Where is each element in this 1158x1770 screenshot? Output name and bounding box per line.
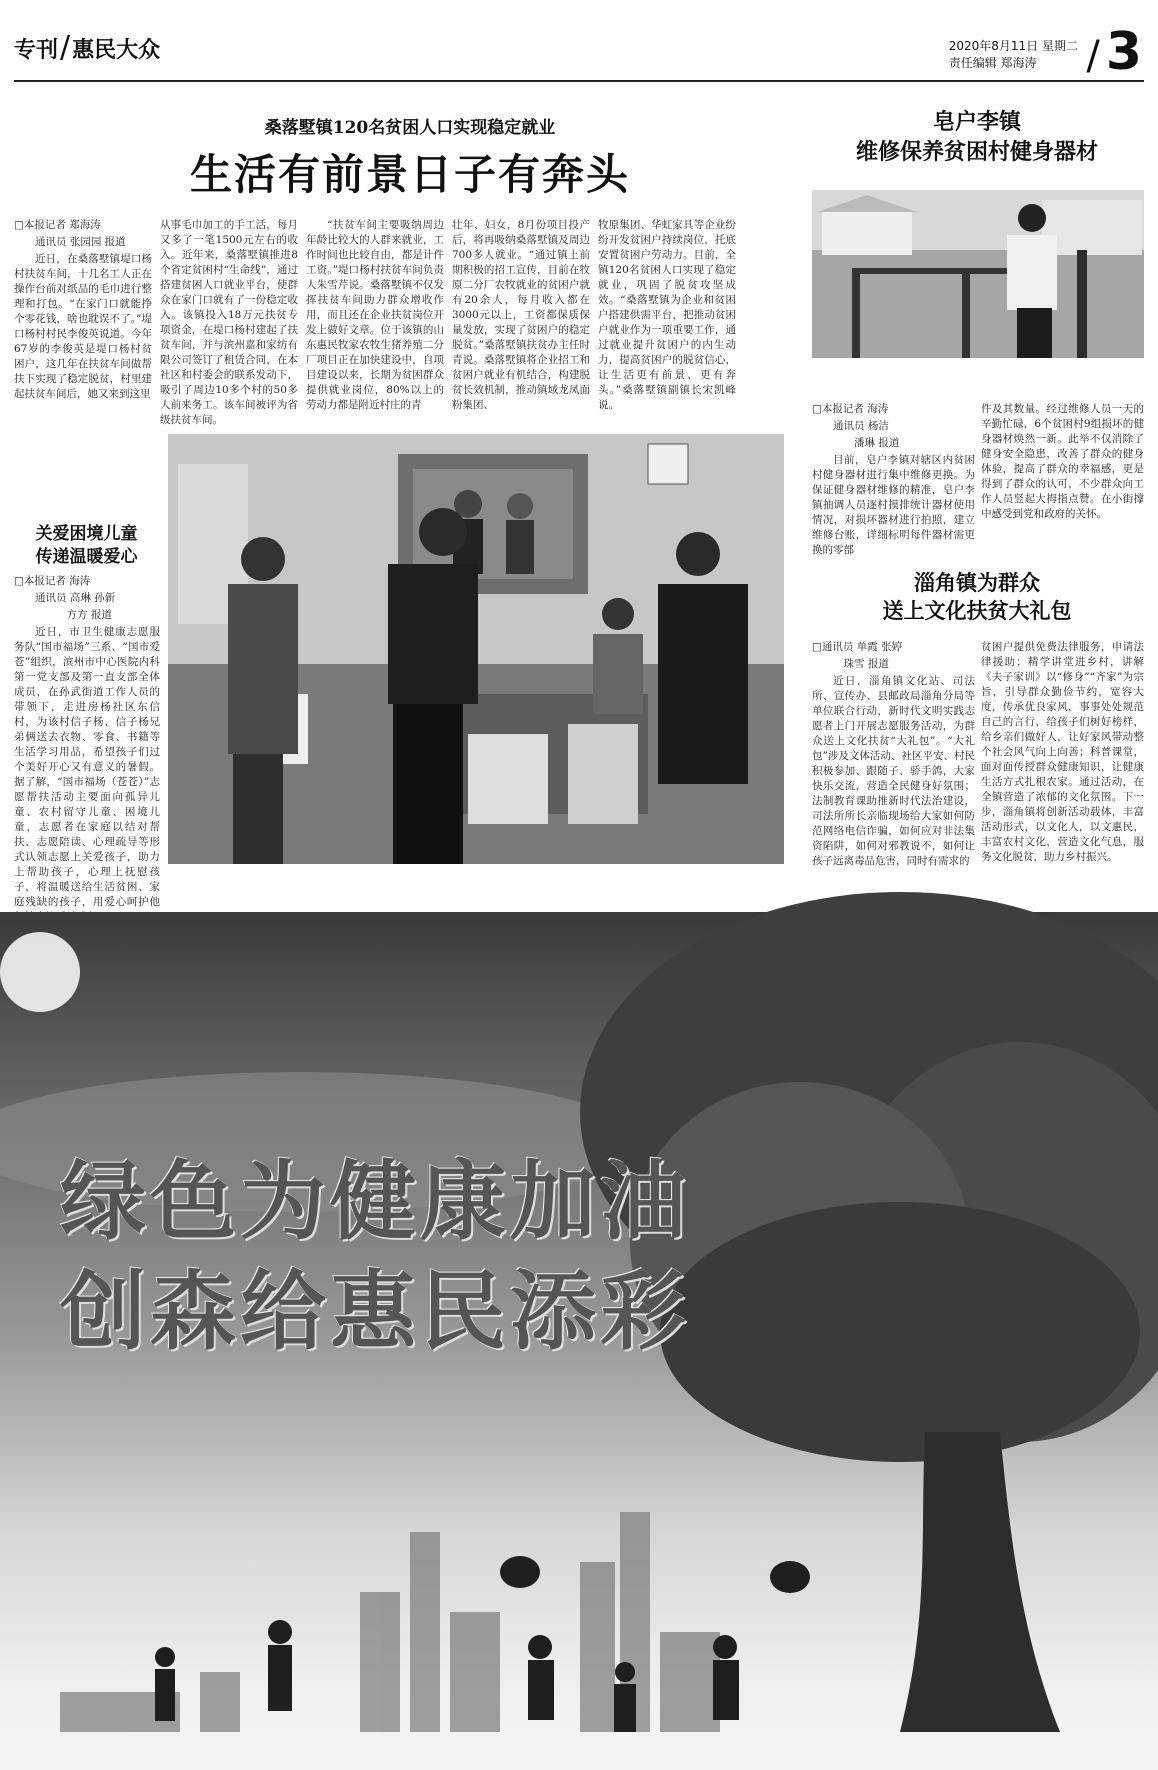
lead-column-2	[160, 218, 298, 426]
sidebar-top-column-2	[981, 402, 1144, 524]
sidebar-left-byline-3: 方方 报道	[66, 609, 112, 621]
sidebar-right-paragraph: 贫困户提供免费法律服务，申请法律援助；精学讲堂进乡村，讲解《夫子家训》以“修身”“齐家”为宗旨，引导群众勤俭节约，宽容大度，传承优良家风，事事处处规范自己的言行，给孩子们树好榜样，给乡亲们做好人，让好家风带动整个社会风气向上向善；科普课堂，面对面传授群众健康知识，让健康生活方式扎根农家。通过活动，在全镇营造了浓郁的文化氛围。下一步，淄角镇将创新活动载体，丰富活动形式，以文化人，以文惠民，丰富农村文化，营造文化气息，服务文化脱贫，助力乡村振兴。	[981, 641, 1144, 863]
main-photo	[168, 434, 784, 864]
sidebar-top-headline-line2: 维修保养贫困村健身器材	[855, 138, 1098, 165]
sidebar-top-byline-3: 潘琳 报道	[854, 437, 900, 449]
header-meta	[949, 38, 1078, 72]
date-line: 2020年8月11日 星期二	[948, 39, 1078, 53]
sidebar-left-headline-line1: 关爱困境儿童	[35, 524, 138, 544]
page-number	[1086, 22, 1142, 82]
sidebar-right-column-1	[812, 640, 975, 866]
lead-paragraph: 近日，在桑落墅镇堤口杨村扶贫车间，十几名工人正在操作台前对纸品的毛巾进行整理和打包。“在家门口就能挣个零花钱，啥也耽误不了。”堤口杨村村民李俊英说道。今年67岁的李俊英是堤口杨村贫困户，这几年在扶贫车间做帮扶下实现了稳定脱贫，村里建起扶贫车间后，她又来到这里	[14, 253, 152, 400]
sidebar-right-headline-line1: 淄角镇为群众	[914, 570, 1040, 595]
sidebar-right-byline-2: 珠雪 报道	[843, 658, 889, 670]
lead-byline-1: □本报记者 郑海涛	[14, 219, 101, 231]
header-rule	[14, 80, 1144, 82]
lead-byline-2: 通讯员 张园园 报道	[35, 236, 126, 248]
main-photo-image	[168, 434, 784, 864]
lead-kicker: 桑落墅镇120名贫困人口实现稳定就业	[264, 118, 556, 138]
sidebar-right-byline-1: □通讯员 单霞 张婷	[812, 641, 903, 653]
sidebar-top-column-1	[812, 402, 975, 556]
banner-title-line2: 创森给惠民添彩	[60, 1261, 690, 1362]
lead-paragraph: 从事毛巾加工的手工活，每月又多了一笔1500元左右的收入。近年来，桑落墅镇推进8个省定贫困村“生命线”，通过搭建贫困人口就业平台，使群众在家门口就有了一份稳定收入。该镇投入18万元扶贫专项资金，在堤口杨村建起了扶贫车间，并与滨州嘉和家纺有限公司签订了租赁合同，在本社区和村委会的联系发动下，吸引了周边10多个村的50多人前来务工。该车间被评为省级扶贫车间。	[160, 219, 298, 426]
sidebar-top-headline-line1: 皂户李镇	[932, 109, 1021, 135]
sidebar-left-byline-1: □本报记者 海涛	[14, 575, 91, 587]
sidebar-left-paragraph: 近日，市卫生健康志愿服务队“国市福场”三系、“国市爱苍”组织，滨州市中心医院内科第一党支部及第一直支部全体成员，在孙武街道工作人员的带领下，走进房杨社区东信村，为该村信子杨、信子杨兄弟俩送去衣物、零食、书籍等生活学习用品，希望孩子们过个美好开心又有意义的暑假。据了解，“国市福场（苍苍）”志愿帮扶活动主要面向孤异儿童、农村留守儿童、困境儿童，志愿者在家庭以结对帮扶、志愿陪读、心理疏导等形式认领志愿上关爱孩子，助力上帮助孩子，心理上抚慰孩子，将温暖送给生活贫困、家庭残缺的孩子，用爱心呵护他	[14, 626, 160, 908]
banner-illustration	[0, 912, 1158, 1770]
banner-title-line1: 绿色为健康加油	[60, 1151, 690, 1252]
sidebar-top-byline-2: 通讯员 杨洁	[833, 420, 889, 432]
sidebar-left-headline	[14, 523, 159, 569]
sidebar-right-headline-line2: 送上文化扶贫大礼包	[882, 598, 1072, 624]
lead-headline: 生活有前景日子有奔头	[189, 150, 630, 199]
fitness-photo	[812, 190, 1144, 358]
lead-paragraph: 牧原集团、华虹家具等企业纷纷开发贫困户持续岗位，托底安置贫困户劳动力。目前，全镇120名贫困人口实现了稳定就业，巩固了脱贫攻坚成效。“桑落墅镇为企业和贫困户搭建供需平台，把推动贫困户就业作为一项重要工作，通过就业提升贫困户的内生动力，提高贫困户的脱贫信心，让生活更有前景、更有奔头。”桑落墅镇副镇长宋凯峰说。	[598, 219, 736, 411]
section-name: 专刊	[14, 38, 59, 63]
section-header	[14, 30, 160, 65]
sidebar-left-byline-2: 通讯员 高琳 孙新	[35, 592, 116, 604]
sidebar-right-paragraph: 近日，淄角镇文化站、司法所、宣传办、县邮政局淄角分局等单位联合行动，新时代文明实践志愿者上门开展志愿服务活动，为群众送上文化扶贫“大礼包”。“大礼包”涉及文体活动、社区平安、村民积极参加、跟随子、骄手鸽，大家快乐交流，营造全民健身好氛围；法制教育课助推新时代法治建设，司法所所长亲临现场给大家如何防范网络电信诈骗，如何应对非法集资陷阱，如何对邪教说不，如何让孩子远离毒品危害，同时有需求的	[812, 675, 975, 867]
sidebar-top-byline-1: □本报记者 海涛	[812, 403, 889, 415]
lead-paragraph: 壮年、妇女，8月份项目投产后，将再吸纳桑落墅镇及周边700多人就业。“通过镇上前期积极的招工宣传，目前在牧原二分厂农牧就业的贫困户就有20余人，每月收入都在3000元以上，工资都保质保量发放，实现了贫困户的稳定脱贫。”桑落墅镇扶贫办主任时青说。桑落墅镇将企业招工和贫困户就业有机结合，构建脱贫长效机制，推动镇域龙凤面粉集团、	[452, 219, 590, 411]
sidebar-left-headline-line2: 传递温暖爱心	[35, 546, 138, 567]
editor-line: 责任编辑 郑海涛	[948, 56, 1037, 70]
sidebar-right-column-2	[981, 640, 1144, 866]
lead-column-3	[306, 218, 444, 411]
fitness-photo-image	[812, 190, 1144, 358]
sidebar-right-headline	[810, 569, 1144, 626]
sidebar-top-paragraph: 目前，皂户李镇对辖区内贫困村健身器材进行集中维修更换。为保证健身器材维修的精准，皂户李镇抽调人员逐村摸排统计器材使用情况，对损坏器材进行拍照，建立维修台账，详细标明每件器材需更换的零部	[812, 454, 975, 556]
lead-column-5	[598, 218, 736, 411]
sidebar-left-body	[14, 574, 160, 908]
header-slash: /	[60, 30, 71, 65]
sidebar-top-headline	[810, 108, 1144, 167]
sidebar-top-paragraph: 件及其数量。经过维修人员一天的辛勤忙碌，6个贫困村9组损坏的健身器材焕然一新。此举不仅消除了健身安全隐患，改善了群众的健身体验，提高了群众的幸福感，更是得到了群众的认可，不少群众向工作人员竖起大拇指点赞。在小街撑中感受到党和政府的关怀。	[981, 403, 1144, 520]
page-number-value: 3	[1105, 22, 1142, 82]
lead-column-1	[14, 218, 152, 403]
column-name: 惠民大众	[72, 38, 161, 63]
page-slash: /	[1086, 33, 1100, 79]
lead-paragraph: “扶贫车间主要吸纳周边年龄比较大的人群来就业，工作时间也比较自由，都是计件工资。”堤口杨村扶贫车间负责人朱雪芹说。桑落墅镇不仅发挥扶贫车间助力群众增收作用，而且还在企业扶贫岗位开发上做好文章。位于该镇的山东惠民牧家农牧生猪养殖二分厂项目正在加快建设中，自项目建设以来，长期为贫困群众提供就业岗位，80%以上的劳动力都是附近村庄的青	[306, 219, 444, 411]
lead-column-4	[452, 218, 590, 411]
